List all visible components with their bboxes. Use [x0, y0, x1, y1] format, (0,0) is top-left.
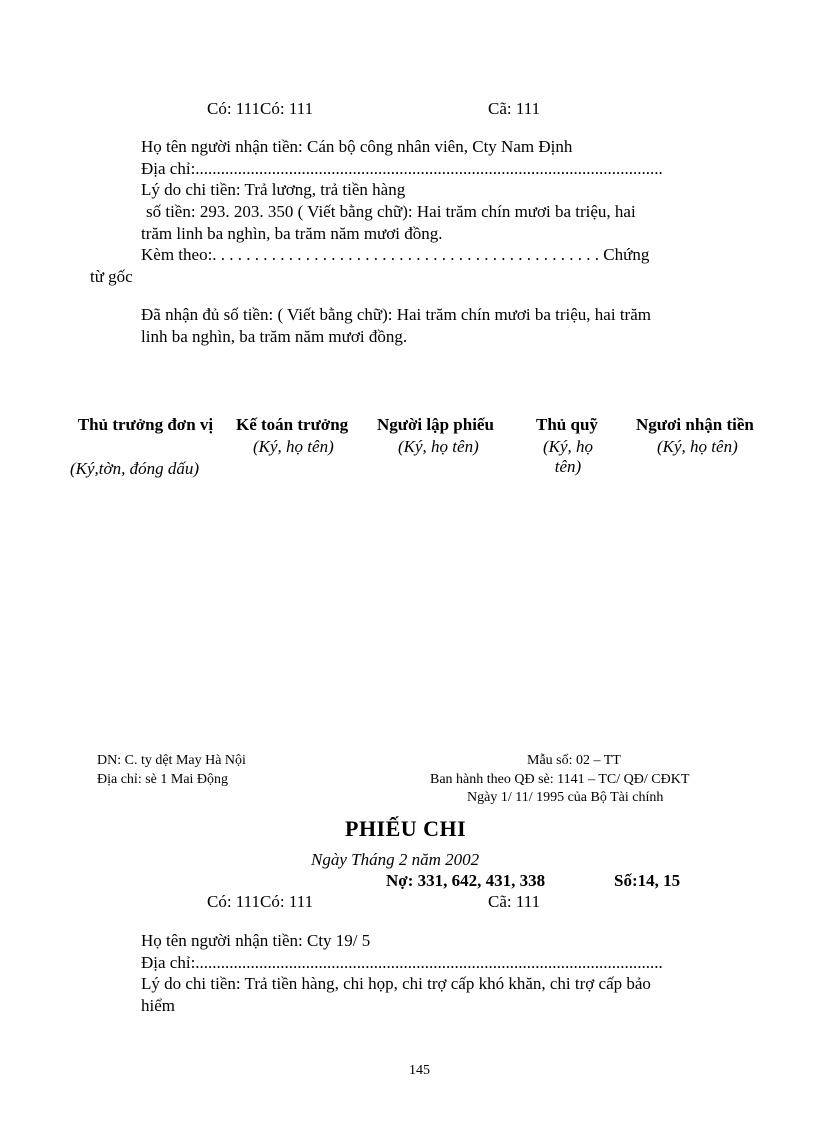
amount-top-line1: số tiền: 293. 203. 350 ( Viết bằng chữ): Hai trăm chín mươi ba triệu, hai — [146, 202, 636, 221]
signature-title-preparer: Người lập phiếu — [377, 415, 494, 434]
reason-line1: Lý do chi tiền: Trả tiền hàng, chi họp, chi trợ cấp khó khăn, chi trợ cấp bảo — [141, 974, 651, 993]
signature-note-chief-accountant: (Ký, họ tên) — [253, 437, 334, 456]
received-line2: linh ba nghìn, ba trăm năm mươi đồng. — [141, 327, 408, 346]
amount-top-line2: trăm linh ba nghìn, ba trăm năm mươi đồng. — [141, 224, 443, 243]
signature-note-head: (Ký,tờn, đóng dấu) — [70, 459, 200, 478]
issued-by: Ban hành theo QĐ sè: 1141 – TC/ QĐ/ CĐKT — [430, 772, 690, 787]
received-line1: Đã nhận đủ số tiền: ( Viết bằng chữ): Hai trăm chín mươi ba triệu, hai trăm — [141, 305, 651, 324]
cash-line: Cã: 111 — [488, 892, 541, 911]
signature-title-chief-accountant: Kế toán trưởng — [236, 415, 349, 434]
credit-line: Có: 111Có: 111 — [207, 892, 314, 911]
attached-top-line2: từ gốc — [90, 267, 133, 286]
signature-note-recipient: (Ký, họ tên) — [657, 437, 738, 456]
signature-note-preparer: (Ký, họ tên) — [398, 437, 479, 456]
attached-top-line1: Kèm theo:. . . . . . . . . . . . . . . . . . . . . . . . . . . . . . . . . . . . . . . . . . . . . . Chứng — [141, 245, 650, 264]
issued-date: Ngày 1/ 11/ 1995 của Bộ Tài chính — [467, 790, 664, 805]
reason-top: Lý do chi tiền: Trả lương, trả tiền hàng — [141, 180, 406, 199]
address-top: Địa chỉ:.............................................................................................................. — [141, 159, 663, 178]
signature-title-recipient: Ngươi nhận tiền — [636, 415, 754, 434]
company-name: DN: C. ty dệt May Hà Nội — [97, 753, 246, 768]
credit-line-top: Có: 111Có: 111 — [207, 99, 314, 118]
company-address: Địa chỉ: sè 1 Mai Động — [97, 772, 229, 787]
recipient-top: Họ tên người nhận tiền: Cán bộ công nhân viên, Cty Nam Định — [141, 137, 573, 156]
address: Địa chỉ:.............................................................................................................. — [141, 953, 663, 972]
signature-note-cashier: (Ký, họ tên) — [542, 437, 594, 476]
page-number: 145 — [409, 1063, 430, 1078]
voucher-date: Ngày Tháng 2 năm 2002 — [311, 850, 480, 869]
reason-line2: hiểm — [141, 996, 175, 1015]
form-number: Mẫu số: 02 – TT — [527, 753, 621, 768]
debit-accounts: Nợ: 331, 642, 431, 338 — [386, 871, 546, 890]
voucher-number: Số:14, 15 — [614, 871, 681, 890]
cash-line-top: Cã: 111 — [488, 99, 541, 118]
signature-title-head: Thủ trưởng đơn vị — [77, 415, 214, 434]
recipient: Họ tên người nhận tiền: Cty 19/ 5 — [141, 931, 371, 950]
voucher-title: PHIẾU CHI — [345, 816, 467, 841]
signature-title-cashier: Thủ quỹ — [536, 415, 598, 434]
